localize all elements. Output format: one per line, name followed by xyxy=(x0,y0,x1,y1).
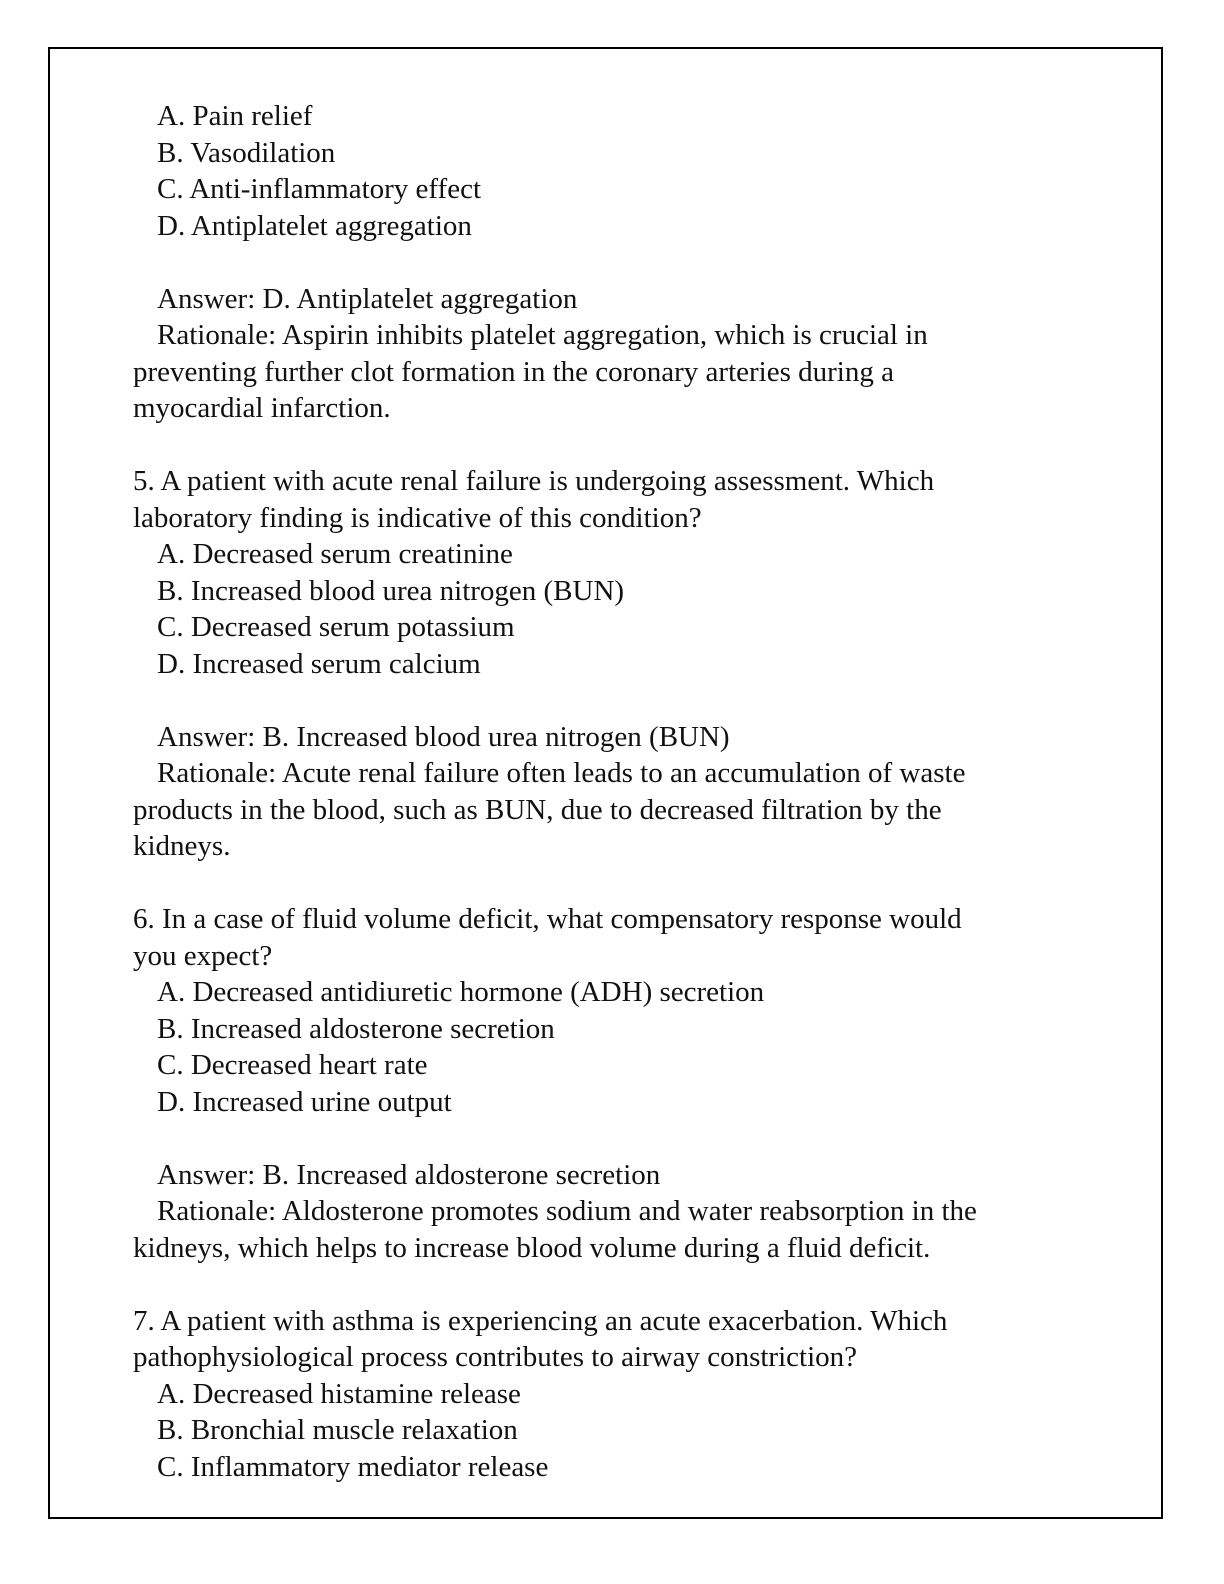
q4-rationale-line-1: Rationale: Aspirin inhibits platelet aggregation, which is crucial in xyxy=(157,319,928,351)
q4-rationale-line-2: preventing further clot formation in the coronary arteries during a xyxy=(133,355,894,388)
spacer xyxy=(133,682,1093,719)
q7-option-b: B. Bronchial muscle relaxation xyxy=(157,1414,518,1446)
q5-option-a: A. Decreased serum creatinine xyxy=(157,538,513,570)
q7-question-line-2: pathophysiological process contributes to airway constriction? xyxy=(133,1341,858,1373)
spacer xyxy=(133,427,1093,464)
q6-option-a: A. Decreased antidiuretic hormone (ADH) secretion xyxy=(157,976,765,1008)
q4-option-c: C. Anti-inflammatory effect xyxy=(157,173,482,205)
question-4-block xyxy=(133,98,1093,427)
q7-option-a: A. Decreased histamine release xyxy=(157,1377,521,1410)
q4-option-d: D. Antiplatelet aggregation xyxy=(157,209,472,242)
question-7-block xyxy=(133,1303,1093,1486)
question-5-block xyxy=(133,463,1093,865)
q7-question-line-1: 7. A patient with asthma is experiencing an acute exacerbation. Which xyxy=(133,1304,948,1337)
q7-option-c: C. Inflammatory mediator release xyxy=(157,1450,549,1483)
q5-answer: Answer: B. Increased blood urea nitrogen (BUN) xyxy=(157,720,730,753)
q4-option-a: A. Pain relief xyxy=(157,100,313,132)
spacer xyxy=(133,865,1093,902)
q5-rationale-line-3: kidneys. xyxy=(133,830,231,862)
q5-option-c: C. Decreased serum potassium xyxy=(157,611,515,643)
q5-rationale-line-2: products in the blood, such as BUN, due to decreased filtration by the xyxy=(133,793,942,826)
spacer xyxy=(133,244,1093,281)
question-6-block xyxy=(133,901,1093,1266)
q5-question-line-2: laboratory finding is indicative of this condition? xyxy=(133,501,702,534)
q5-option-d: D. Increased serum calcium xyxy=(157,647,481,680)
q4-option-b: B. Vasodilation xyxy=(157,136,336,169)
q6-question-line-2: you expect? xyxy=(133,939,273,972)
q5-rationale-line-1: Rationale: Acute renal failure often leads to an accumulation of waste xyxy=(157,757,966,789)
document-body xyxy=(133,98,1093,1485)
spacer xyxy=(133,1120,1093,1157)
q6-option-c: C. Decreased heart rate xyxy=(157,1049,428,1081)
q6-answer: Answer: B. Increased aldosterone secretion xyxy=(157,1158,661,1191)
q4-answer: Answer: D. Antiplatelet aggregation xyxy=(157,282,578,315)
q6-option-d: D. Increased urine output xyxy=(157,1085,452,1118)
q4-rationale-line-3: myocardial infarction. xyxy=(133,392,391,424)
q6-question-line-1: 6. In a case of fluid volume deficit, what compensatory response would xyxy=(133,903,962,935)
q5-question-line-1: 5. A patient with acute renal failure is undergoing assessment. Which xyxy=(133,465,935,497)
spacer xyxy=(133,1266,1093,1303)
q6-rationale-line-1: Rationale: Aldosterone promotes sodium and water reabsorption in the xyxy=(157,1195,977,1227)
q6-option-b: B. Increased aldosterone secretion xyxy=(157,1012,555,1045)
q6-rationale-line-2: kidneys, which helps to increase blood volume during a fluid deficit. xyxy=(133,1231,931,1264)
q5-option-b: B. Increased blood urea nitrogen (BUN) xyxy=(157,574,625,607)
